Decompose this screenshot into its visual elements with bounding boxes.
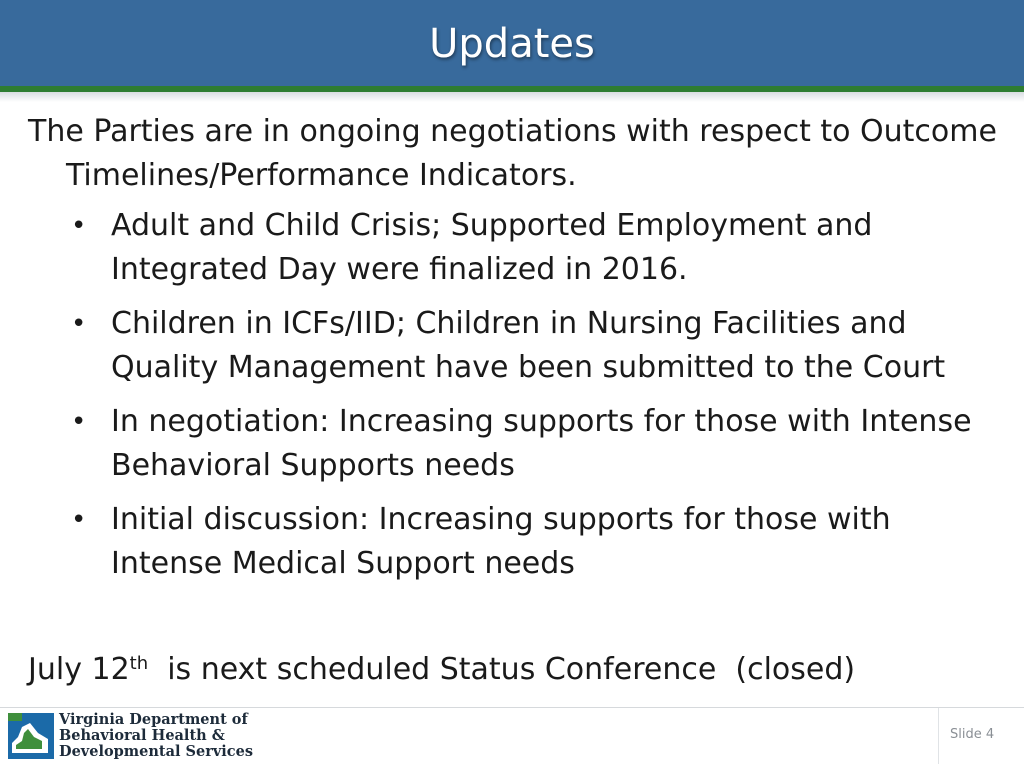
logo-wordmark	[59, 712, 253, 760]
title-bar	[0, 0, 1024, 86]
logo-line: Behavioral Health &	[59, 727, 225, 744]
bullet-text: In negotiation: Increasing supports for those with Intense Behavioral Supports needs	[111, 404, 972, 483]
bullet-text: Children in ICFs/IID; Children in Nursing Facilities and Quality Management have been submitted to the Court	[111, 306, 946, 385]
bullet-icon: •	[71, 505, 87, 535]
slide-number-divider	[938, 708, 939, 764]
bullet-item	[28, 498, 998, 586]
dbhds-logo	[8, 712, 253, 760]
bullet-item	[28, 302, 998, 390]
title-shadow	[0, 92, 1024, 102]
slide-number: Slide 4	[950, 727, 995, 742]
bullet-icon: •	[71, 309, 87, 339]
intro-paragraph: The Parties are in ongoing negotiations with respect to Outcome Timelines/Performance Indicators.	[28, 114, 997, 193]
logo-line: Virginia Department of	[59, 711, 248, 728]
bullet-icon: •	[71, 407, 87, 437]
conference-date: July 12	[28, 652, 130, 687]
logo-line: Developmental Services	[59, 743, 254, 760]
conference-date-ordinal: th	[129, 653, 149, 674]
bullet-item	[28, 400, 998, 488]
conference-text: is next scheduled Status Conference (closed)	[148, 652, 856, 687]
slide-body	[28, 110, 998, 596]
slide-title: Updates	[429, 21, 595, 67]
bullet-item	[28, 204, 998, 292]
bullet-text: Adult and Child Crisis; Supported Employment and Integrated Day were finalized in 2016.	[111, 208, 873, 287]
bullet-text: Initial discussion: Increasing supports for those with Intense Medical Support needs	[111, 502, 891, 581]
virginia-map-icon	[8, 713, 54, 759]
status-conference-line	[28, 648, 855, 692]
bullet-icon: •	[71, 211, 87, 241]
bullet-list	[28, 204, 998, 586]
footer-divider	[0, 707, 1024, 708]
